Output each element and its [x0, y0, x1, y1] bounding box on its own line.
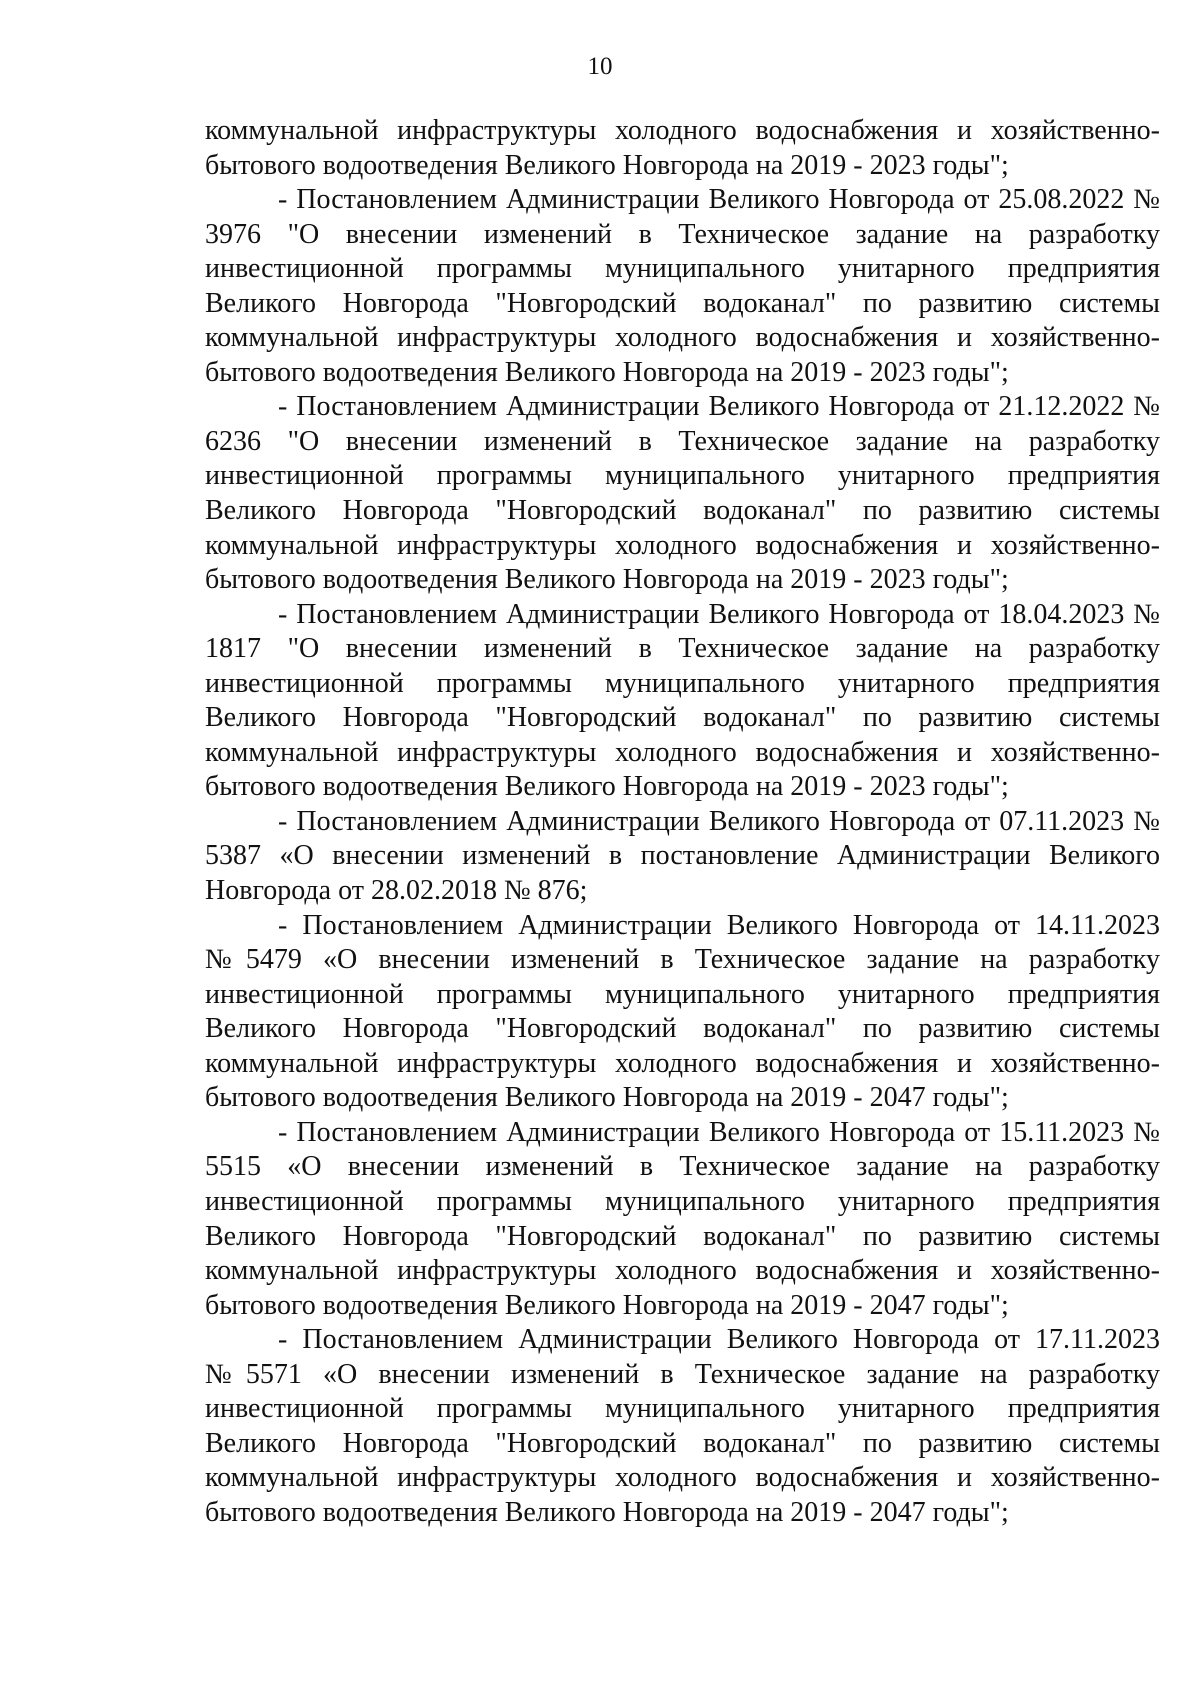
paragraph-resolution-1817: - Постановлением Администрации Великого Новгорода от 18.04.2023 № 1817 "О внесении изменений в Техническое задание на разработку инвестиционной программы муниципального унитарного предприятия Великого Новгорода "Новгородский водоканал" по развитию системы коммунальной инфраструктуры холодного водоснабжения и хозяйственно-бытового водоотведения Великого Новгорода на 2019 - 2023 годы";	[205, 598, 1160, 803]
page-number: 10	[587, 53, 613, 80]
paragraph-resolution-5387: - Постановлением Администрации Великого Новгорода от 07.11.2023 № 5387 «О внесении изменений в постановление Администрации Великого Новгорода от 28.02.2018 № 876;	[205, 805, 1160, 907]
document-body	[205, 114, 1160, 1530]
paragraph-resolution-5571: - Постановлением Администрации Великого Новгорода от 17.11.2023 №5571 «О внесении изменений в Техническое задание на разработку инвестиционной программы муниципального унитарного предприятия Великого Новгорода "Новгородский водоканал" по развитию системы коммунальной инфраструктуры холодного водоснабжения и хозяйственно-бытового водоотведения Великого Новгорода на 2019 - 2047 годы";	[205, 1324, 1160, 1528]
paragraph-resolution-5515: - Постановлением Администрации Великого Новгорода от 15.11.2023 № 5515 «О внесении изменений в Техническое задание на разработку инвестиционной программы муниципального унитарного предприятия Великого Новгорода "Новгородский водоканал" по развитию системы коммунальной инфраструктуры холодного водоснабжения и хозяйственно-бытового водоотведения Великого Новгорода на 2019 - 2047 годы";	[205, 1116, 1160, 1321]
paragraph-resolution-6236: - Постановлением Администрации Великого Новгорода от 21.12.2022 № 6236 "О внесении изменений в Техническое задание на разработку инвестиционной программы муниципального унитарного предприятия Великого Новгорода "Новгородский водоканал" по развитию системы коммунальной инфраструктуры холодного водоснабжения и хозяйственно-бытового водоотведения Великого Новгорода на 2019 - 2023 годы";	[205, 391, 1160, 596]
paragraph-continuation: коммунальной инфраструктуры холодного водоснабжения и хозяйственно-бытового водоотведения Великого Новгорода на 2019 - 2023 годы";	[205, 115, 1160, 181]
paragraph-resolution-3976: - Постановлением Администрации Великого Новгорода от 25.08.2022 № 3976 "О внесении изменений в Техническое задание на разработку инвестиционной программы муниципального унитарного предприятия Великого Новгорода "Новгородский водоканал" по развитию системы коммунальной инфраструктуры холодного водоснабжения и хозяйственно-бытового водоотведения Великого Новгорода на 2019 - 2023 годы";	[205, 184, 1160, 388]
paragraph-resolution-5479: - Постановлением Администрации Великого Новгорода от 14.11.2023 №5479 «О внесении изменений в Техническое задание на разработку инвестиционной программы муниципального унитарного предприятия Великого Новгорода "Новгородский водоканал" по развитию системы коммунальной инфраструктуры холодного водоснабжения и хозяйственно-бытового водоотведения Великого Новгорода на 2019 - 2047 годы";	[205, 909, 1160, 1114]
